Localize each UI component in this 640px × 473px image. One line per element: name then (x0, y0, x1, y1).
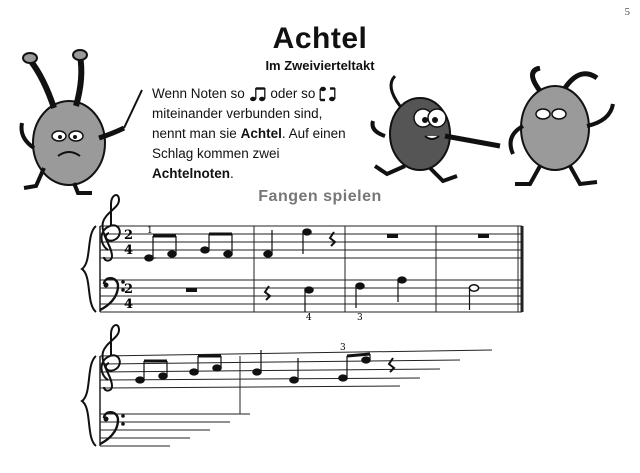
svg-text:4: 4 (306, 313, 312, 323)
page-number: 5 (624, 6, 630, 18)
svg-text:2: 2 (124, 282, 134, 297)
system-1 (82, 195, 522, 323)
page-subtitle: Im Zweivierteltakt (265, 58, 375, 73)
svg-text:4: 4 (124, 243, 134, 258)
svg-text:2: 2 (124, 228, 134, 243)
svg-text:1: 1 (147, 226, 153, 236)
intro-text: Wenn Noten so oder so miteinander verbunden sind, nennt man sie Achtel. Auf einen Schlag kommen zwei Achtelnoten. (152, 86, 346, 181)
system-2 (82, 325, 492, 446)
page-title: Achtel (272, 22, 368, 55)
svg-text:4: 4 (124, 297, 134, 312)
svg-text:3: 3 (340, 343, 346, 353)
svg-text:3: 3 (357, 313, 363, 323)
section-title: Fangen spielen (258, 188, 382, 205)
